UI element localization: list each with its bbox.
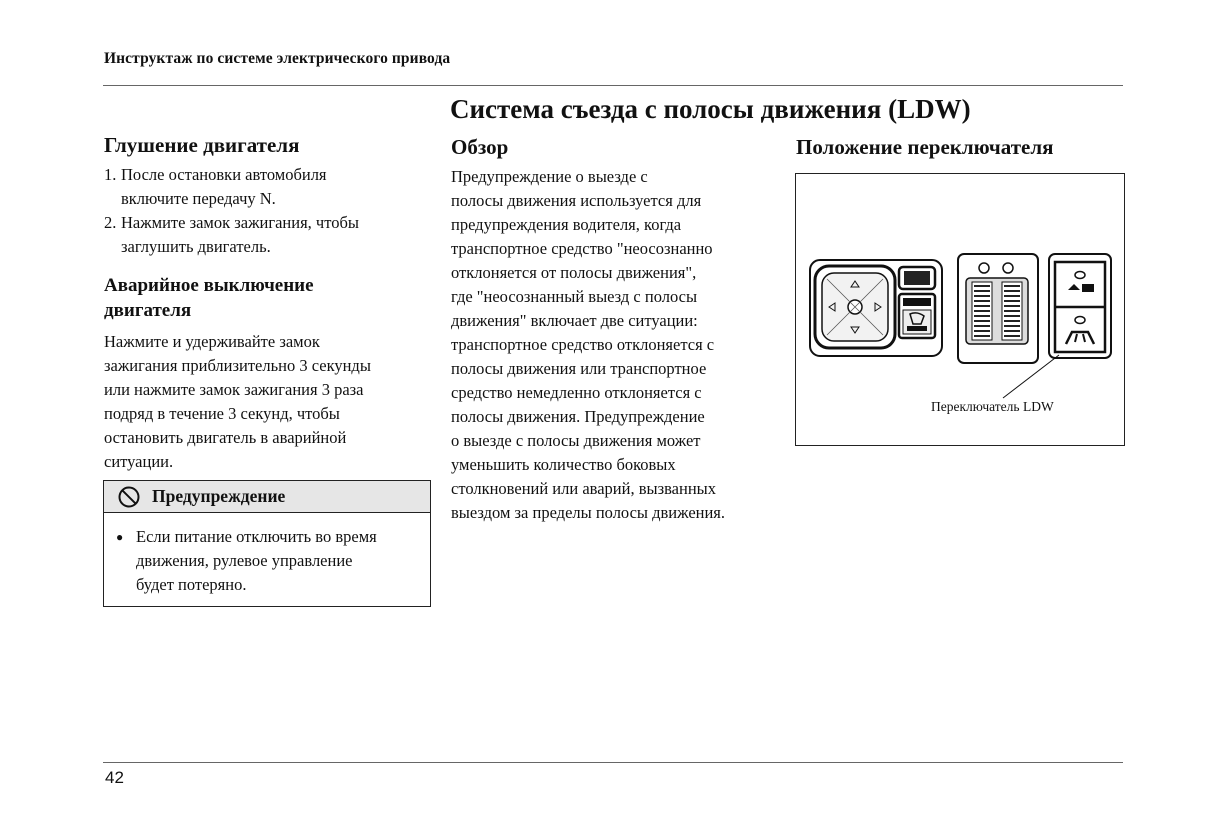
left-column (104, 133, 434, 474)
text-line: отклоняется от полосы движения", (451, 263, 697, 282)
text-line: выездом за пределы полосы движения. (451, 503, 726, 522)
step-number: 1. (104, 165, 117, 184)
warning-line: Если питание отключить во время (136, 527, 377, 546)
page-title: Система съезда с полосы движения (LDW) (450, 94, 971, 124)
emergency-heading (104, 273, 434, 323)
switch-position-heading: Положение переключателя (796, 135, 1054, 159)
ldw-switch-icon (1049, 254, 1111, 358)
text-line: или нажмите замок зажигания 3 раза (104, 380, 364, 399)
engine-off-steps (104, 163, 434, 259)
text-line: зажигания приблизительно 3 секунды (104, 356, 371, 375)
text-line: Нажмите и удерживайте замок (104, 332, 320, 351)
text-line: предупреждения водителя, когда (451, 215, 682, 234)
text-line: транспортное средство отклоняется с (451, 335, 715, 354)
step-line: После остановки автомобиля (121, 165, 327, 184)
text-line: остановить двигатель в аварийной (104, 428, 347, 447)
ldw-switch-callout: Переключатель LDW (931, 399, 1054, 414)
text-line: движения" включает две ситуации: (451, 311, 698, 330)
overview-section (451, 135, 781, 525)
text-line: полосы движения или транспортное (451, 359, 707, 378)
text-line: ситуации. (104, 452, 174, 471)
page-number: 42 (105, 768, 124, 787)
footer-rule (103, 762, 1123, 763)
emergency-heading-line: двигателя (104, 300, 192, 321)
mirror-control-icon (810, 260, 942, 356)
text-line: где "неосознанный выезд с полосы (451, 287, 698, 306)
text-line: средство немедленно отклоняется с (451, 383, 702, 402)
warning-line: движения, рулевое управление (136, 551, 353, 570)
running-header: Инструктаж по системе электрического привода (104, 50, 451, 67)
text-line: уменьшить количество боковых (451, 455, 676, 474)
text-line: столкновений или аварий, вызванных (451, 479, 716, 498)
step-line: Нажмите замок зажигания, чтобы (121, 213, 359, 232)
text-line: транспортное средство "неосознанно (451, 239, 713, 258)
text-line: полосы движения. Предупреждение (451, 407, 705, 426)
switch-figure (795, 173, 1125, 446)
emergency-heading-line: Аварийное выключение (104, 275, 314, 296)
step-number: 2. (104, 213, 117, 232)
text-line: о выезде с полосы движения может (451, 431, 701, 450)
step-line: заглушить двигатель. (121, 237, 271, 256)
overview-text (451, 165, 781, 525)
engine-off-step (104, 163, 434, 211)
header-rule (103, 85, 1123, 86)
rocker-switches-icon (958, 254, 1038, 363)
warning-box (103, 480, 431, 607)
prohibition-icon (118, 486, 140, 508)
warning-text (104, 513, 430, 597)
warning-line: будет потеряно. (136, 575, 247, 594)
bullet: ● (116, 530, 124, 544)
overview-heading: Обзор (451, 135, 509, 159)
warning-title: Предупреждение (152, 486, 286, 506)
step-line: включите передачу N. (121, 189, 276, 208)
text-line: Предупреждение о выезде с (451, 167, 648, 186)
engine-off-heading: Глушение двигателя (104, 133, 300, 157)
engine-off-step (104, 211, 434, 259)
warning-header (104, 481, 430, 513)
switch-panel-illustration (796, 174, 1124, 445)
text-line: подряд в течение 3 секунд, чтобы (104, 404, 340, 423)
emergency-text (104, 330, 434, 474)
text-line: полосы движения используется для (451, 191, 702, 210)
